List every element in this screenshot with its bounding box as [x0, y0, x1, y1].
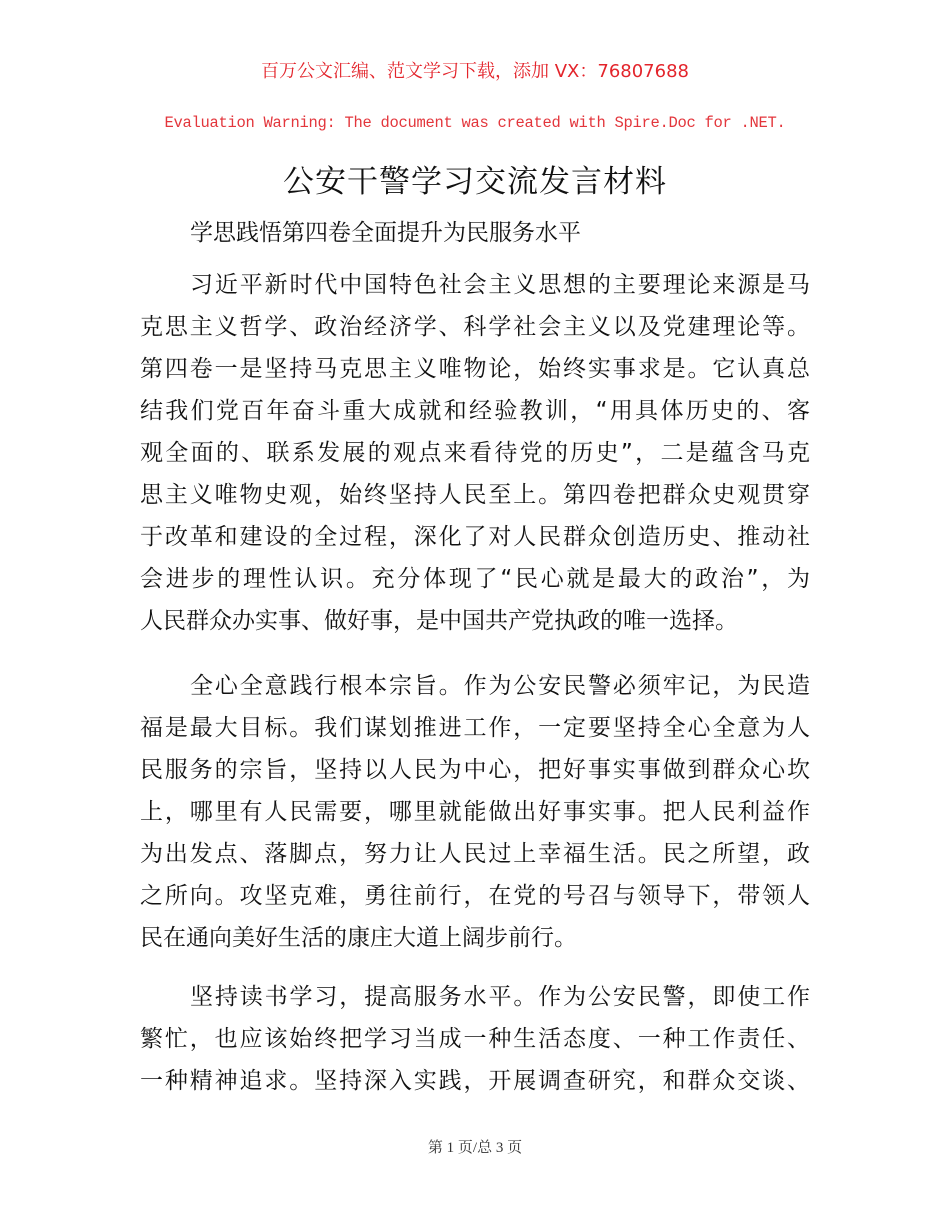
text-line: 习近平新时代中国特色社会主义思想的主要理论来源是马 [190, 272, 810, 298]
text-line: 之所向。攻坚克难，勇往前行，在党的号召与领导下，带领人 [140, 883, 810, 909]
text-line: 坚持读书学习，提高服务水平。作为公安民警，即使工作 [190, 984, 810, 1010]
text-line: 于改革和建设的全过程，深化了对人民群众创造历史、推动社 [140, 524, 810, 550]
paragraph-1 [140, 264, 810, 642]
evaluation-warning: Evaluation Warning: The document was created with Spire.Doc for .NET. [164, 114, 786, 132]
text-line: 民在通向美好生活的康庄大道上阔步前行。 [140, 925, 577, 951]
text-line: 会进步的理性认识。充分体现了“民心就是最大的政治”，为 [140, 566, 810, 592]
text-line: 第四卷一是坚持马克思主义唯物论，始终实事求是。它认真总 [140, 356, 810, 382]
paragraph-2 [140, 665, 810, 959]
text-line: 民服务的宗旨，坚持以人民为中心，把好事实事做到群众心坎 [140, 757, 810, 783]
text-line: 结我们党百年奋斗重大成就和经验教训，“用具体历史的、客 [140, 398, 810, 424]
page-indicator: 第 1 页/总 3 页 [427, 1140, 523, 1156]
text-line: 全心全意践行根本宗旨。作为公安民警必须牢记，为民造 [190, 673, 810, 699]
text-line: 思主义唯物史观，始终坚持人民至上。第四卷把群众史观贯穿 [140, 482, 810, 508]
text-line: 克思主义哲学、政治经济学、科学社会主义以及党建理论等。 [140, 314, 810, 340]
text-line: 观全面的、联系发展的观点来看待党的历史”，二是蕴含马克 [140, 440, 810, 466]
text-line: 上，哪里有人民需要，哪里就能做出好事实事。把人民利益作 [140, 799, 810, 825]
text-line: 福是最大目标。我们谋划推进工作，一定要坚持全心全意为人 [140, 715, 810, 741]
text-line: 人民群众办实事、做好事，是中国共产党执政的唯一选择。 [140, 608, 738, 634]
text-line: 为出发点、落脚点，努力让人民过上幸福生活。民之所望，政 [140, 841, 810, 867]
text-line: 一种精神追求。坚持深入实践，开展调查研究，和群众交谈、 [140, 1068, 810, 1094]
paragraph-3 [140, 976, 810, 1102]
document-title: 公安干警学习交流发言材料 [283, 164, 667, 200]
document-subtitle: 学思践悟第四卷全面提升为民服务水平 [190, 220, 581, 246]
text-line: 繁忙，也应该始终把学习当成一种生活态度、一种工作责任、 [140, 1026, 810, 1052]
promo-header: 百万公文汇编、范文学习下载，添加 VX：76807688 [261, 61, 689, 82]
